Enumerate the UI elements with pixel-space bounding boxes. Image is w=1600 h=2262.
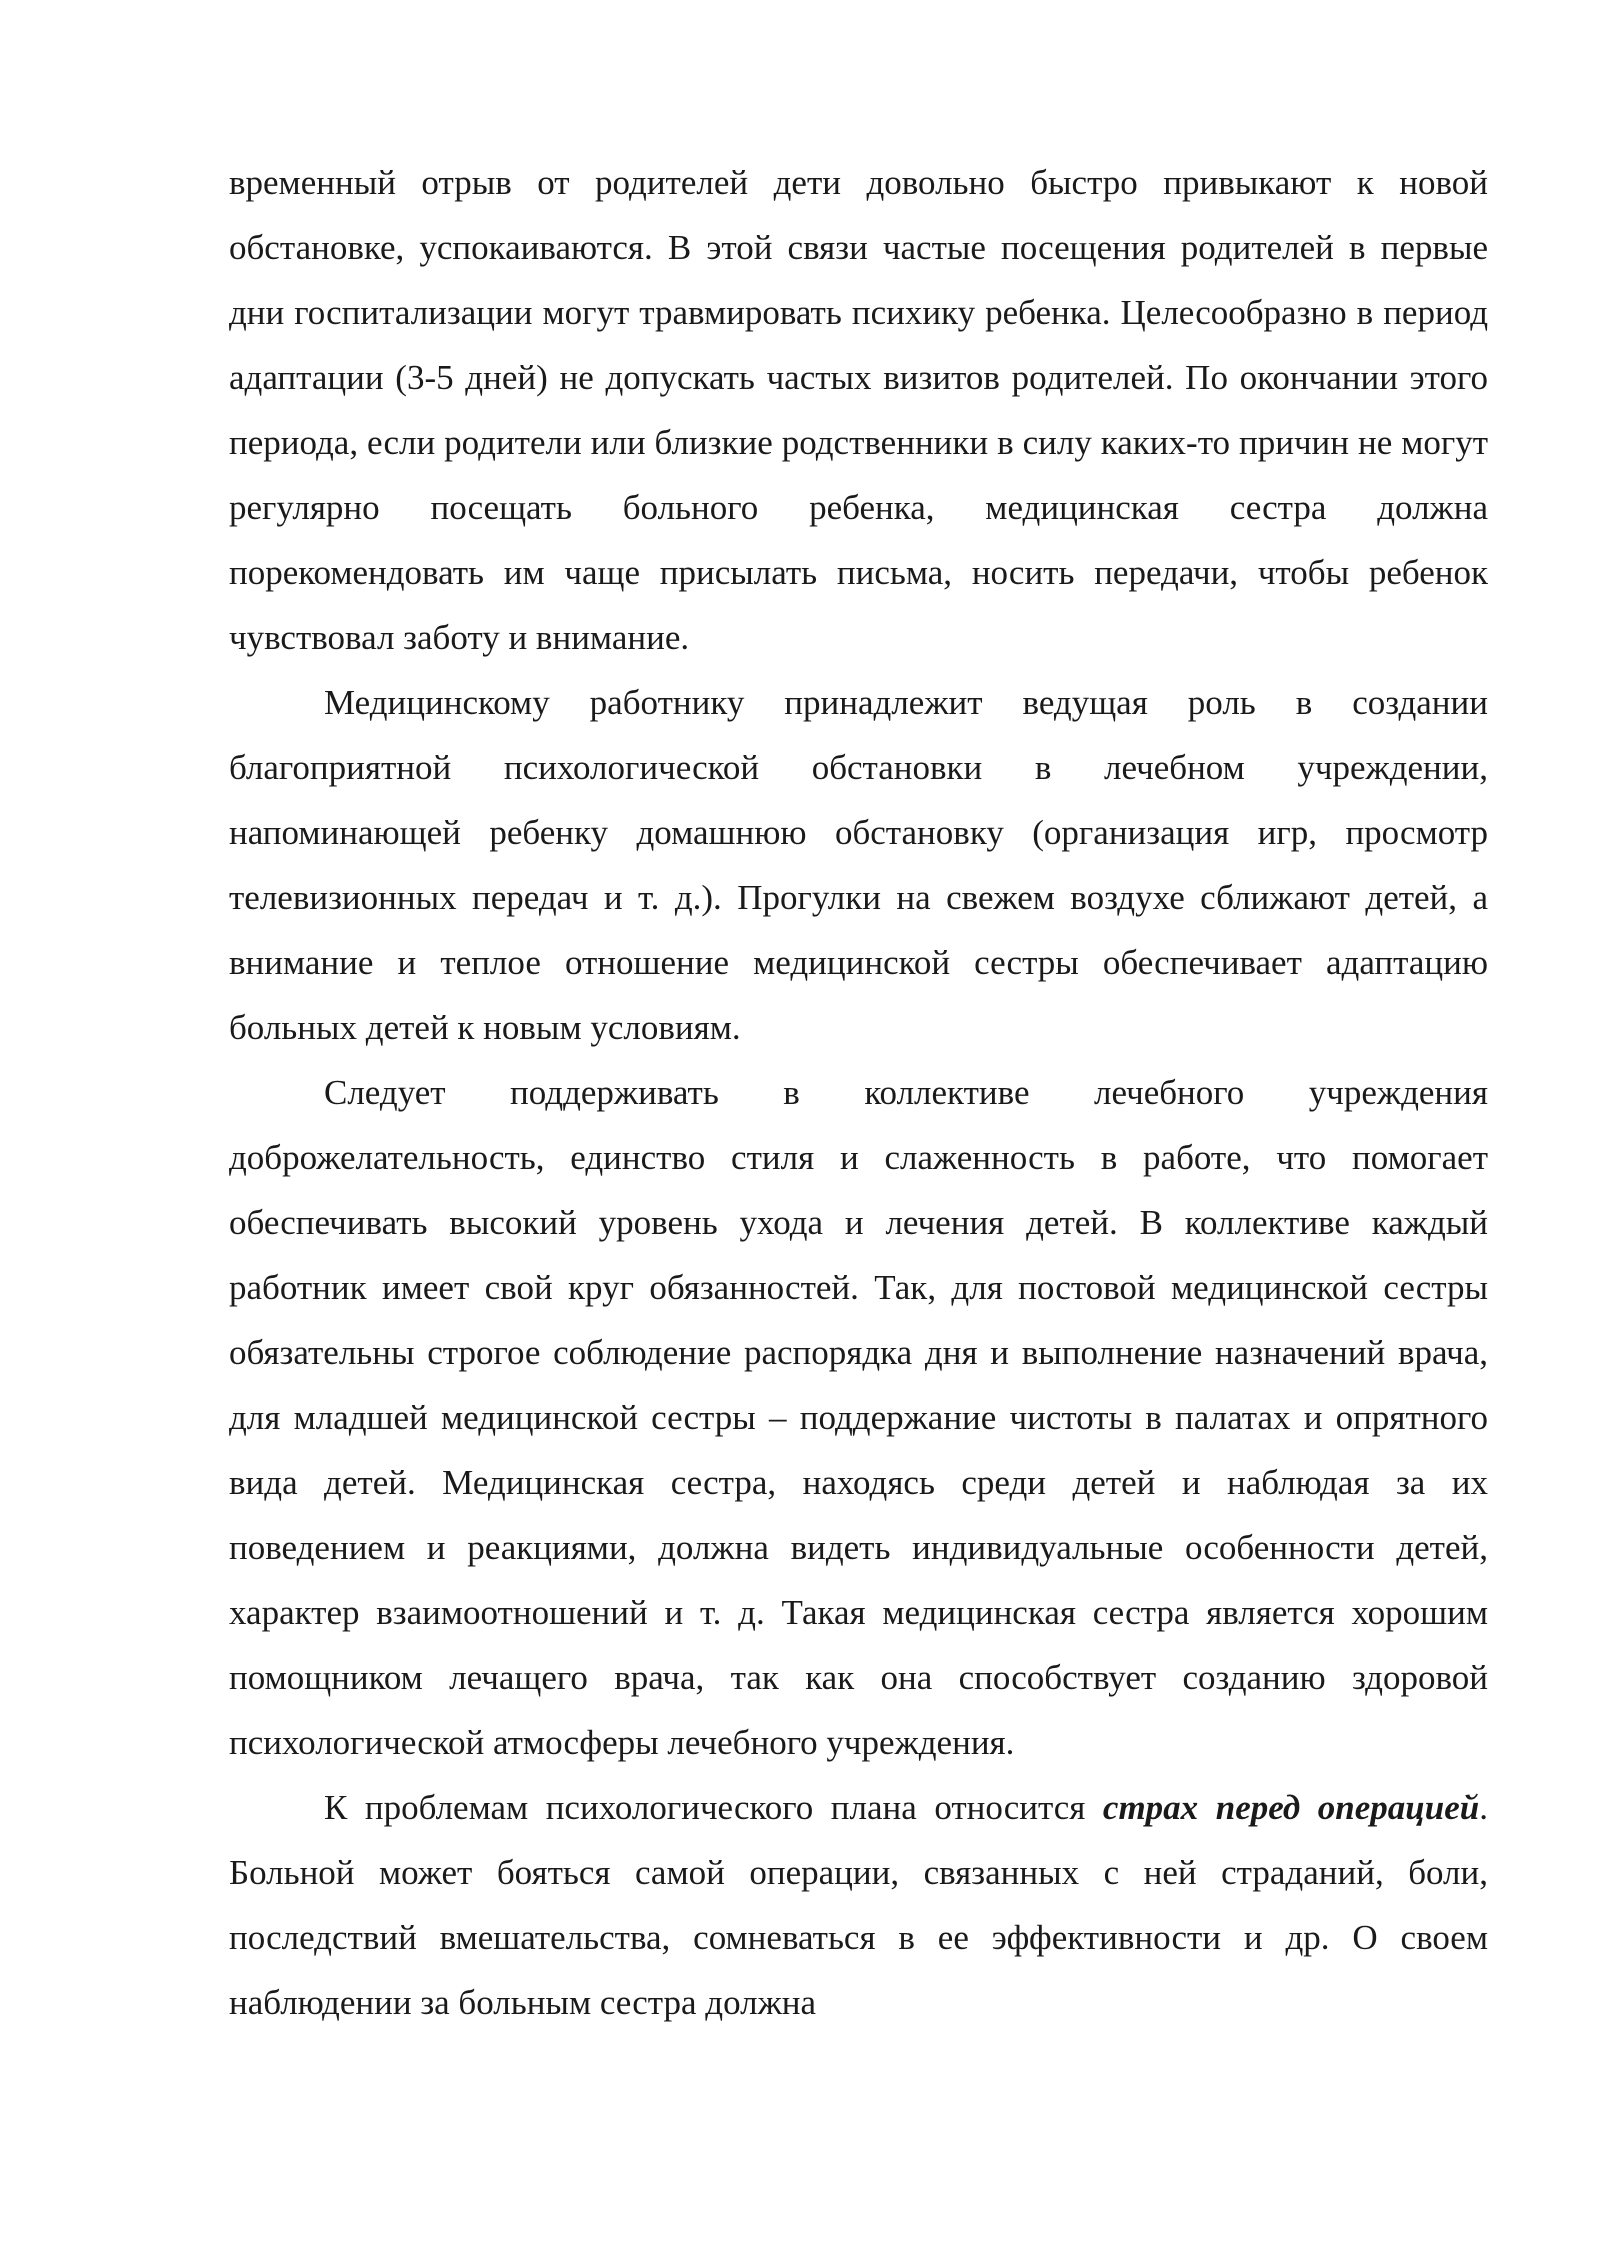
body-text bbox=[229, 150, 1488, 2035]
paragraph-continuation: временный отрыв от родителей дети довольно быстро привыкают к новой обстановке, успокаиваются. В этой связи частые посещения родителей в первые дни госпитализации могут травмировать психику ребенка. Целесообразно в период адаптации (3-5 дней) не допускать частых визитов родителей. По окончании этого периода, если родители или близкие родственники в силу каких-то причин не могут регулярно посещать больного ребенка, медицинская сестра должна порекомендовать им чаще присылать письма, носить передачи, чтобы ребенок чувствовал заботу и внимание. bbox=[229, 163, 1488, 657]
paragraph-trail-text: . Больной может бояться самой операции, связанных с ней страданий, боли, последствий вмешательства, сомневаться в ее эффективности и др. О своем наблюдении за больным сестра должна bbox=[229, 1788, 1488, 2022]
emphasized-term: страх перед операцией bbox=[1102, 1788, 1480, 1827]
paragraph-lead-text: К проблемам психологического плана относится bbox=[324, 1788, 1103, 1827]
paragraph-team-atmosphere: Следует поддерживать в коллективе лечебного учреждения доброжелательность, единство стиля и слаженность в работе, что помогает обеспечивать высокий уровень ухода и лечения детей. В коллективе каждый работник имеет свой круг обязанностей. Так, для постовой медицинской сестры обязательны строгое соблюдение распорядка дня и выполнение назначений врача, для младшей медицинской сестры – поддержание чистоты в палатах и опрятного вида детей. Медицинская сестра, находясь среди детей и наблюдая за их поведением и реакциями, должна видеть индивидуальные особенности детей, характер взаимоотношений и т. д. Такая медицинская сестра является хорошим помощником лечащего врача, так как она способствует созданию здоровой психологической атмосферы лечебного учреждения. bbox=[229, 1073, 1488, 1762]
paragraph-fear-of-surgery bbox=[229, 1775, 1488, 2035]
paragraph-medical-worker-role: Медицинскому работнику принадлежит ведущая роль в создании благоприятной психологической обстановки в лечебном учреждении, напоминающей ребенку домашнюю обстановку (организация игр, просмотр телевизионных передач и т. д.). Прогулки на свежем воздухе сближают детей, а внимание и теплое отношение медицинской сестры обеспечивает адаптацию больных детей к новым условиям. bbox=[229, 683, 1488, 1047]
